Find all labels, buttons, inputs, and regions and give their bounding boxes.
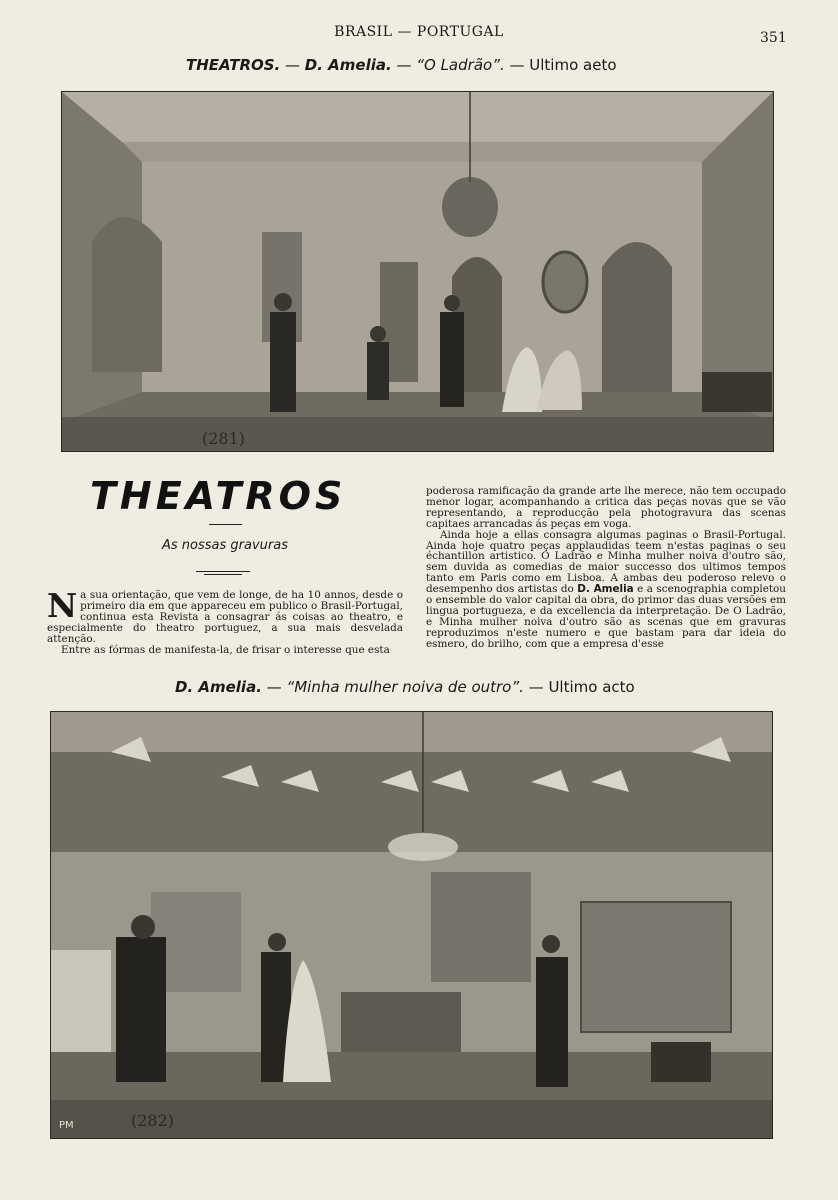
article-title: THEATROS bbox=[90, 474, 347, 518]
top-photo-caption bbox=[186, 56, 617, 74]
photo-plate-mark: (282) bbox=[131, 1111, 175, 1130]
photo-monogram: PM bbox=[59, 1120, 74, 1131]
running-head: BRASIL — PORTUGAL bbox=[334, 24, 504, 40]
caption-act: — Ultimo aeto bbox=[504, 56, 617, 74]
article-paragraph bbox=[47, 586, 403, 645]
theatre-name: D. Amelia bbox=[577, 583, 634, 596]
photo-minha-mulher-stage bbox=[50, 711, 773, 1139]
subtitle-rule-short bbox=[204, 574, 242, 575]
page-number: 351 bbox=[760, 30, 787, 46]
subtitle-rule bbox=[196, 571, 250, 572]
caption-act: — Ultimo acto bbox=[523, 678, 635, 696]
article-paragraph bbox=[426, 530, 786, 650]
caption-section: THEATROS. bbox=[186, 56, 281, 74]
bottom-photo-caption bbox=[175, 678, 635, 696]
caption-sep: — bbox=[280, 56, 305, 74]
caption-sep: — bbox=[261, 678, 287, 696]
article-paragraph: poderosa ramificação da grande arte lhe merece, não tem occupado menor logar, acompanhando a critica das peças novas que se vão representando, a reproducção pela photogravura das scenas capitaes arrancadas ás peças em voga. bbox=[426, 485, 786, 530]
paragraph-text: a sua orientação, que vem de longe, de ha 10 annos, desde o primeiro dia em que appareceu em publico o Brasil-Portugal, continua esta Revista a consagrar ás coisas ao theatro, e especialmente do theatro portuguez, a sua mais desvelada attenção. bbox=[47, 589, 403, 645]
caption-play: “Minha mulher noiva de outro”. bbox=[286, 678, 524, 696]
photo-plate-mark: (281) bbox=[202, 429, 246, 448]
photo-o-ladrao-stage bbox=[61, 91, 774, 452]
drop-cap: N bbox=[47, 586, 78, 625]
caption-theatre: D. Amelia. bbox=[304, 56, 392, 74]
article-subtitle: As nossas gravuras bbox=[162, 538, 288, 553]
paragraph-text: Ainda hoje a ellas consagra algumas paginas o Brasil-Portugal. Ainda hoje quatro peças applaudidas teem n'estas paginas o seu échantillon artistico. O Ladrão e Minha mulher noiva d'outro são, sem duvida as comedias de maior successo dos ultimos tempos tanto em Paris como em Lisboa. A ambas deu poderoso relevo o desempenho dos artistas do bbox=[426, 528, 786, 596]
caption-sep: — bbox=[391, 56, 417, 74]
paragraph-text: e a scenographia completou o ensemble do valor capital da obra, do primor das duas versões em lingua portugueza, e da excellencia da interpretação. De O Ladrão, e Minha mulher noiva d'outro são as scenas que em gravuras reproduzimos n'este numero e que bastam para dar ideia do esmero, do brilho, com que a empresa d'esse bbox=[426, 583, 786, 650]
article-column-left bbox=[47, 586, 403, 656]
caption-theatre: D. Amelia. bbox=[175, 678, 262, 696]
caption-play: “O Ladrão”. bbox=[416, 56, 505, 74]
article-column-right bbox=[426, 486, 786, 650]
title-rule bbox=[209, 524, 242, 525]
article-paragraph: Entre as fórmas de manifesta-la, de frisar o interesse que esta bbox=[61, 643, 390, 656]
